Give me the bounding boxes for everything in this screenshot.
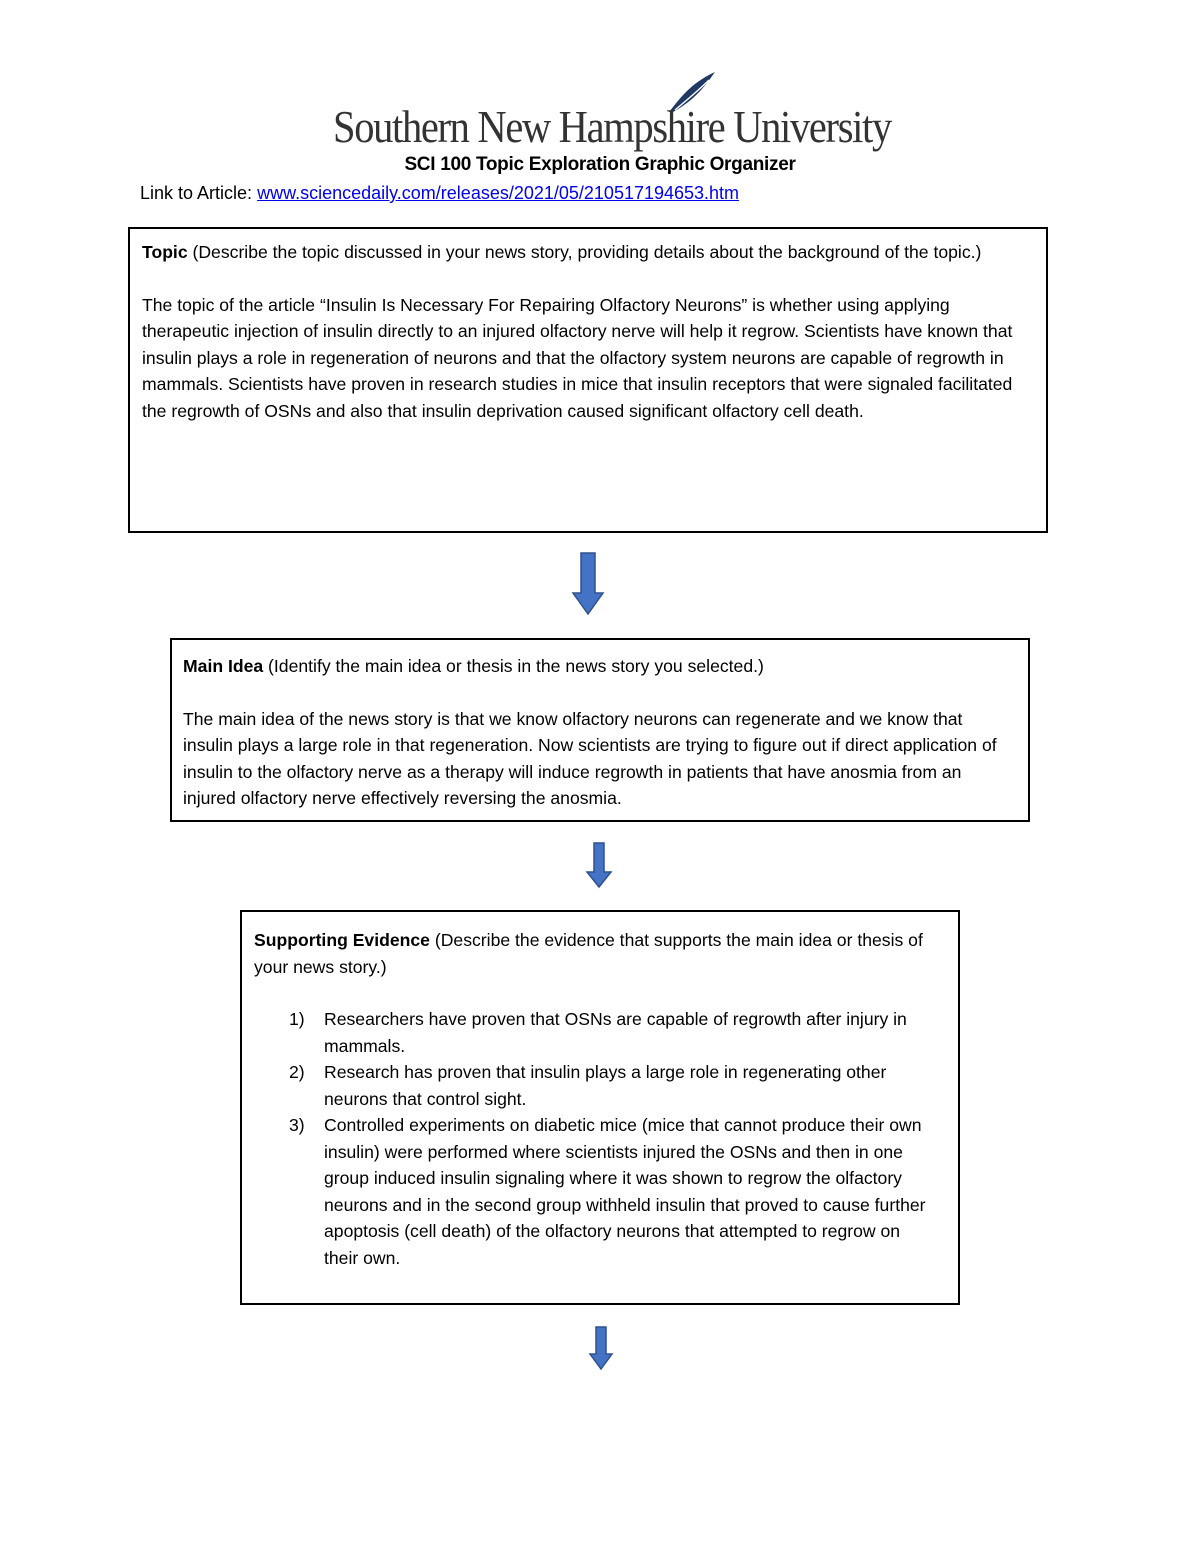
list-item bbox=[254, 1059, 946, 1112]
supporting-evidence-label: Supporting Evidence bbox=[254, 930, 430, 950]
main-idea-label: Main Idea bbox=[183, 656, 264, 676]
article-link-line bbox=[140, 183, 739, 204]
document-title: SCI 100 Topic Exploration Graphic Organizer bbox=[404, 154, 796, 175]
main-idea-heading bbox=[183, 653, 1016, 680]
topic-heading bbox=[142, 239, 1034, 266]
topic-box bbox=[128, 227, 1048, 533]
list-item bbox=[254, 1006, 946, 1059]
main-idea-prompt: (Identify the main idea or thesis in the news story you selected.) bbox=[263, 656, 764, 676]
down-arrow-icon bbox=[585, 841, 613, 889]
university-logo bbox=[333, 70, 891, 152]
evidence-list bbox=[254, 1006, 946, 1271]
supporting-evidence-prompt: (Describe the evidence that supports the main idea or thesis of your news story.) bbox=[254, 930, 923, 977]
topic-label: Topic bbox=[142, 242, 188, 262]
topic-answer: The topic of the article “Insulin Is Necessary For Repairing Olfactory Neurons” is whether using applying therapeutic injection of insulin directly to an injured olfactory nerve will help it regrow. Scientists have known that insulin plays a role in regeneration of neurons and that the olfactory system neurons are capable of regrowth in mammals. Scientists have proven in research studies in mice that insulin receptors that were signaled facilitated the regrowth of OSNs and also that insulin deprivation caused significant olfactory cell death. bbox=[142, 294, 1013, 421]
topic-prompt: (Describe the topic discussed in your news story, providing details about the background of the topic.) bbox=[187, 242, 982, 262]
link-label: Link to Article: bbox=[140, 183, 253, 203]
down-arrow-icon bbox=[570, 551, 606, 617]
article-link[interactable]: www.sciencedaily.com/releases/2021/05/210517194653.htm bbox=[257, 183, 740, 203]
main-idea-answer: The main idea of the news story is that we know olfactory neurons can regenerate and we know that insulin plays a large role in that regeneration. Now scientists are trying to figure out if direct application of insulin to the olfactory nerve as a therapy will induce regrowth in patients that have anosmia from an injured olfactory nerve effectively reversing the anosmia. bbox=[183, 708, 997, 808]
list-item-text: Research has proven that insulin plays a large role in regenerating other neurons that control sight. bbox=[324, 1062, 887, 1109]
university-name: Southern New Hampshire University bbox=[333, 101, 891, 152]
list-item-number: 1) bbox=[289, 1009, 305, 1029]
supporting-evidence-box bbox=[240, 910, 960, 1305]
main-idea-box bbox=[170, 638, 1030, 822]
list-item-number: 3) bbox=[289, 1115, 305, 1135]
supporting-evidence-heading bbox=[254, 927, 946, 980]
down-arrow-icon bbox=[588, 1325, 614, 1371]
list-item-text: Controlled experiments on diabetic mice (mice that cannot produce their own insulin) were performed where scientists injured the OSNs and then in one group induced insulin signaling where it was shown to regrow the olfactory neurons and in the second group withheld insulin that proved to cause further apoptosis (cell death) of the olfactory neurons that attempted to regrow on their own. bbox=[324, 1115, 926, 1268]
list-item-text: Researchers have proven that OSNs are capable of regrowth after injury in mammals. bbox=[324, 1009, 907, 1056]
list-item-number: 2) bbox=[289, 1062, 305, 1082]
list-item bbox=[254, 1112, 946, 1271]
